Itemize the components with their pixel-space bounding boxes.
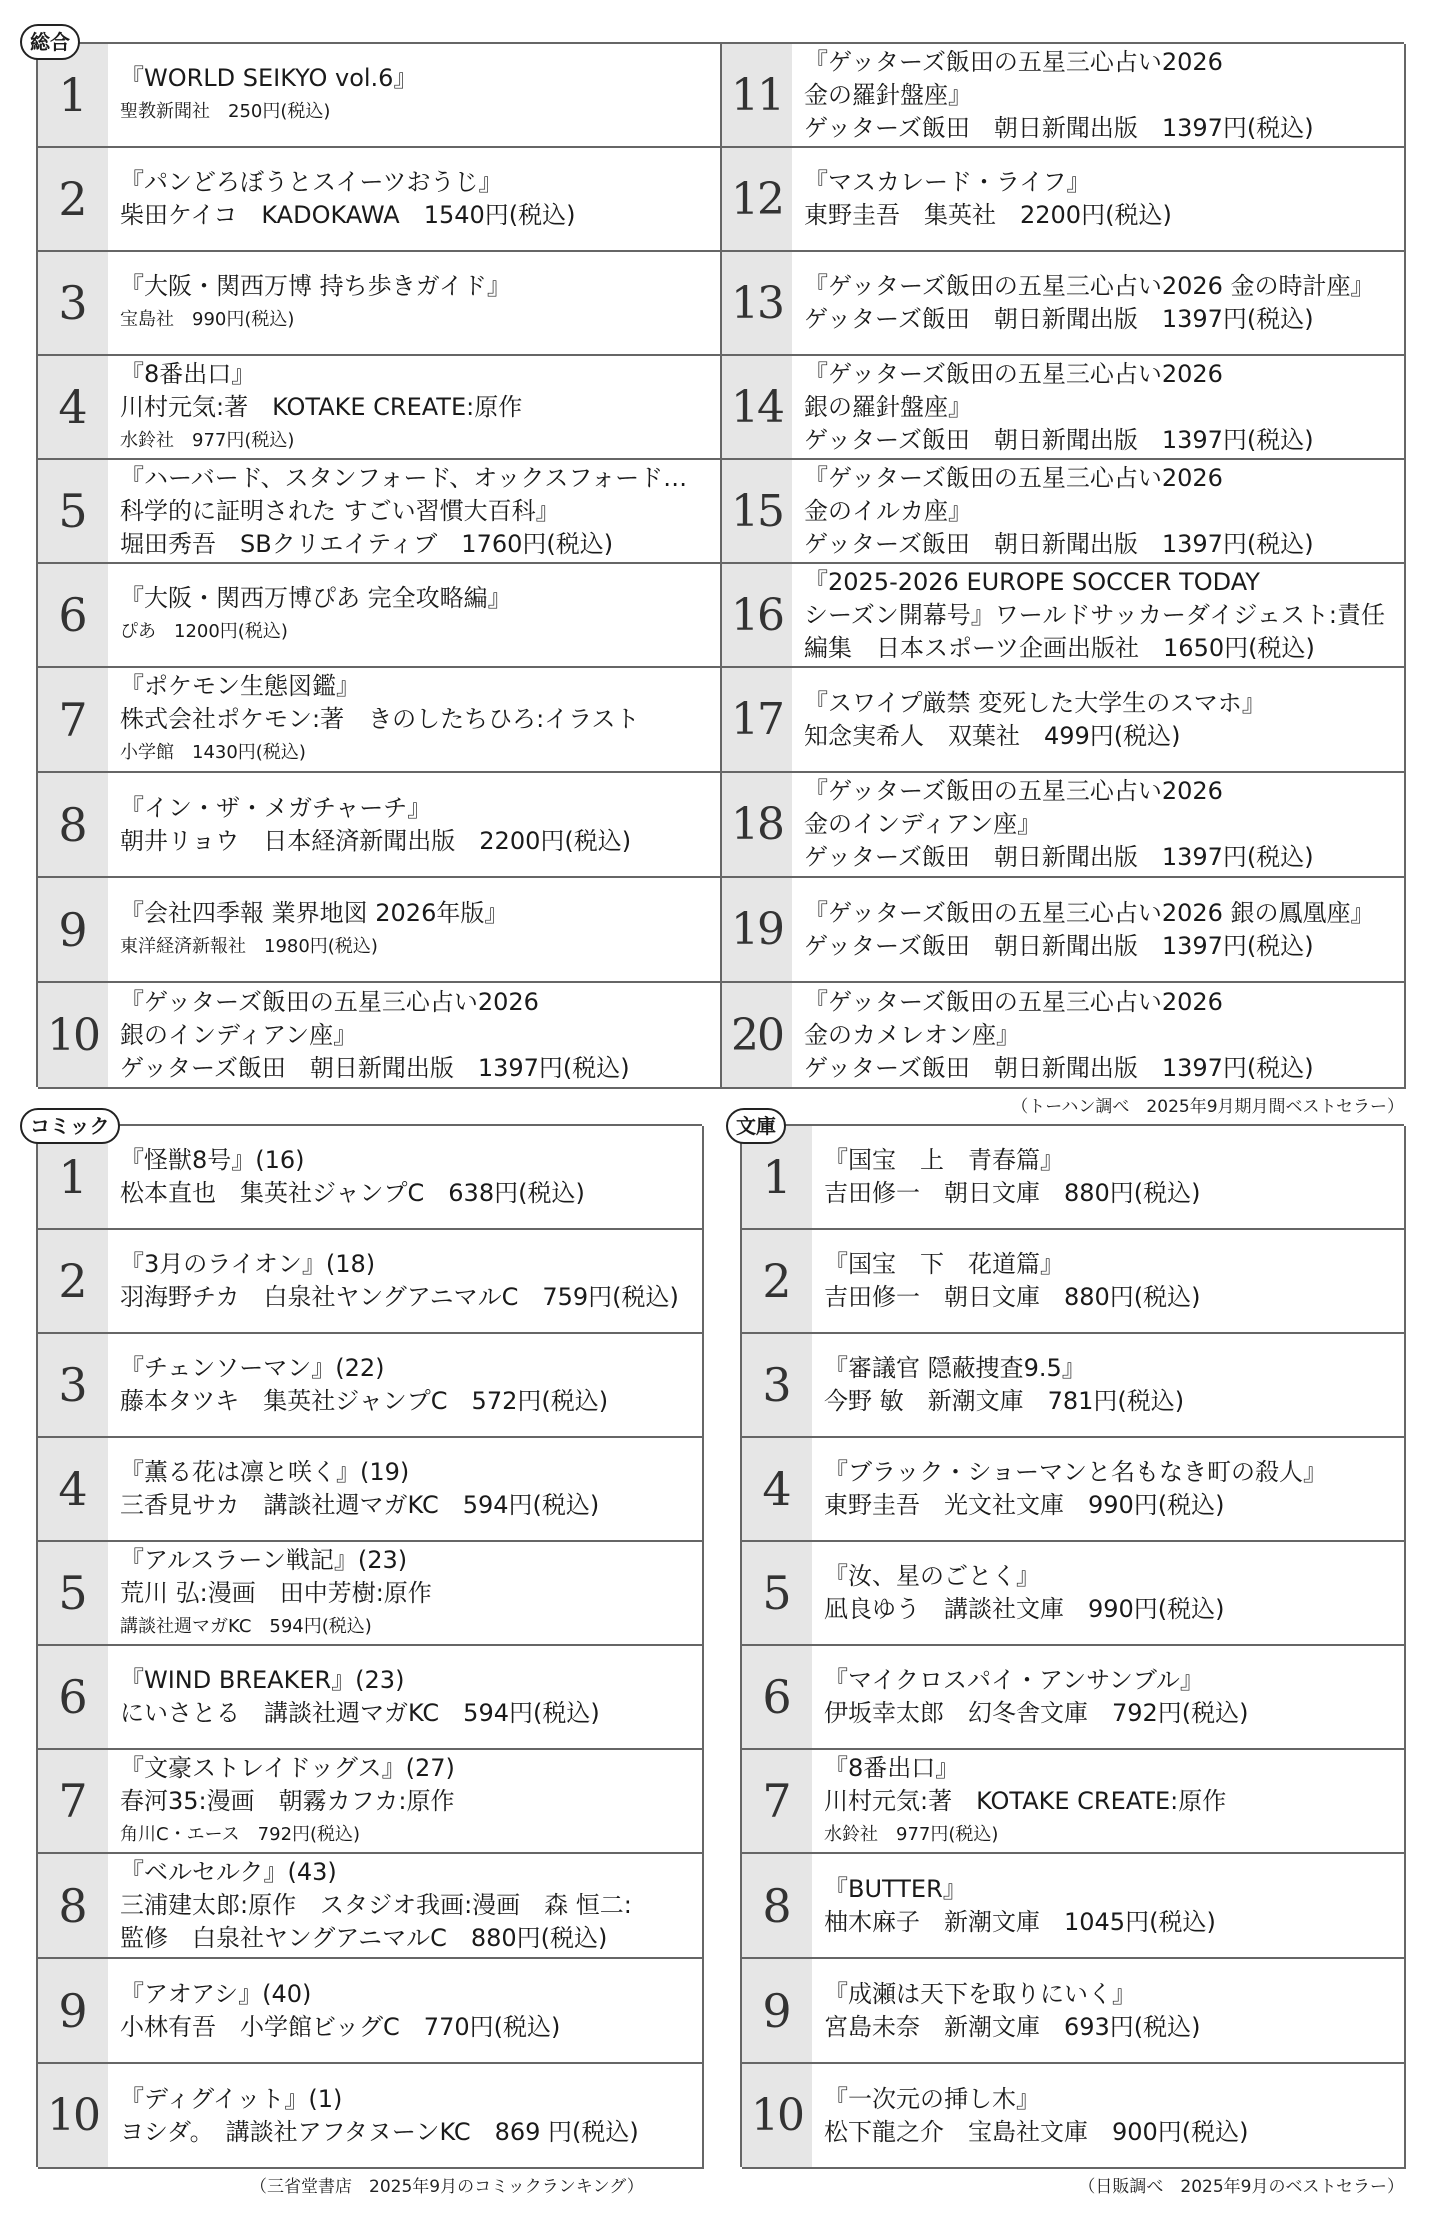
entry-text bbox=[824, 1438, 1396, 1540]
book-title: 『ゲッターズ飯田の五星三心占い2026 bbox=[120, 987, 539, 1016]
book-title: 『マイクロスパイ・アンサンブル』 bbox=[824, 1666, 1204, 1694]
book-info: 小林有吾 小学館ビッグC 770円(税込) bbox=[120, 2012, 561, 2041]
entry-text bbox=[824, 1750, 1396, 1852]
book-info: 金のイルカ座』 bbox=[804, 496, 972, 525]
entry-text bbox=[120, 1542, 694, 1644]
book-title: 『2025-2026 EUROPE SOCCER TODAY bbox=[804, 567, 1260, 596]
rank-number: 18 bbox=[722, 773, 792, 876]
book-info: 小学館 1430円(税込) bbox=[120, 742, 306, 763]
book-info: 聖教新聞社 250円(税込) bbox=[120, 101, 331, 122]
entry-text bbox=[824, 1646, 1396, 1748]
book-title: 『国宝 上 青春篇』 bbox=[824, 1146, 1064, 1174]
book-info: ゲッターズ飯田 朝日新聞出版 1397円(税込) bbox=[804, 931, 1314, 960]
book-title: 『国宝 下 花道篇』 bbox=[824, 1250, 1064, 1278]
entry-text bbox=[120, 1230, 694, 1332]
entry-text bbox=[120, 564, 712, 666]
rank-number: 2 bbox=[742, 1230, 812, 1332]
book-info: 伊坂幸太郎 幻冬舎文庫 792円(税込) bbox=[824, 1699, 1249, 1727]
book-info: にいさとる 講談社週マガKC 594円(税込) bbox=[120, 1699, 600, 1727]
section-tag-general: 総合 bbox=[20, 24, 80, 60]
entry-text bbox=[120, 1126, 694, 1228]
entry-text bbox=[804, 983, 1396, 1087]
rank-number: 7 bbox=[742, 1750, 812, 1852]
book-info: 角川C・エース 792円(税込) bbox=[120, 1823, 361, 1845]
rank-number: 3 bbox=[38, 252, 108, 354]
ranking-entry bbox=[722, 983, 1406, 1089]
rank-number: 9 bbox=[38, 878, 108, 981]
ranking-entry bbox=[38, 1750, 704, 1854]
book-title: 『一次元の挿し木』 bbox=[824, 2084, 1040, 2113]
rank-number: 10 bbox=[742, 2064, 812, 2167]
ranking-entry bbox=[38, 1126, 704, 1230]
entry-text bbox=[804, 460, 1396, 562]
entry-text bbox=[120, 668, 712, 771]
book-title: 『ディグイット』(1) bbox=[120, 2084, 343, 2113]
book-info: 宝島社 990円(税込) bbox=[120, 309, 295, 330]
entry-text bbox=[804, 148, 1396, 250]
comic-ranking-panel bbox=[36, 1124, 702, 2167]
entry-text bbox=[120, 1750, 694, 1852]
rank-number: 1 bbox=[38, 44, 108, 146]
entry-text bbox=[120, 773, 712, 876]
entry-text bbox=[804, 356, 1396, 458]
rank-number: 4 bbox=[742, 1438, 812, 1540]
section-tag-comic: コミック bbox=[20, 1108, 120, 1144]
entry-text bbox=[804, 668, 1396, 771]
rank-number: 5 bbox=[38, 1542, 108, 1644]
ranking-entry bbox=[38, 1438, 704, 1542]
ranking-entry bbox=[722, 668, 1406, 773]
entry-text bbox=[120, 2064, 694, 2167]
ranking-entry bbox=[38, 44, 722, 148]
book-info: ゲッターズ飯田 朝日新聞出版 1397円(税込) bbox=[804, 529, 1314, 558]
rank-number: 10 bbox=[38, 2064, 108, 2167]
rank-number: 1 bbox=[742, 1126, 812, 1228]
ranking-entry bbox=[38, 356, 722, 460]
book-title: 『ゲッターズ飯田の五星三心占い2026 bbox=[804, 463, 1223, 492]
book-title: 『3月のライオン』(18) bbox=[120, 1250, 376, 1278]
entry-text bbox=[824, 1542, 1396, 1644]
entry-text bbox=[120, 252, 712, 354]
ranking-entry bbox=[742, 1230, 1406, 1334]
ranking-entry bbox=[38, 252, 722, 356]
ranking-entry bbox=[722, 44, 1406, 148]
book-title: 『BUTTER』 bbox=[824, 1874, 967, 1903]
rank-number: 19 bbox=[722, 878, 792, 981]
rank-number: 6 bbox=[742, 1646, 812, 1748]
ranking-entry bbox=[742, 1646, 1406, 1750]
rank-number: 11 bbox=[722, 44, 792, 146]
book-info: 金のカメレオン座』 bbox=[804, 1020, 1020, 1049]
book-info: 川村元気:著 KOTAKE CREATE:原作 bbox=[824, 1786, 1227, 1815]
book-title: 『マスカレード・ライフ』 bbox=[804, 168, 1091, 196]
section-tag-bunko: 文庫 bbox=[726, 1108, 786, 1144]
book-title: 『ゲッターズ飯田の五星三心占い2026 銀の鳳凰座』 bbox=[804, 898, 1375, 927]
book-title: 『パンどろぼうとスイーツおうじ』 bbox=[120, 168, 503, 196]
rank-number: 5 bbox=[38, 460, 108, 562]
rank-number: 7 bbox=[38, 1750, 108, 1852]
book-info: 宮島未奈 新潮文庫 693円(税込) bbox=[824, 2012, 1201, 2041]
book-info: 東野圭吾 集英社 2200円(税込) bbox=[804, 201, 1172, 229]
ranking-entry bbox=[38, 564, 722, 668]
entry-text bbox=[120, 1959, 694, 2062]
ranking-entry bbox=[742, 1854, 1406, 1959]
book-title: 『チェンソーマン』(22) bbox=[120, 1354, 385, 1382]
book-title: 『WIND BREAKER』(23) bbox=[120, 1666, 405, 1694]
ranking-entry bbox=[38, 1959, 704, 2064]
book-title: 『WORLD SEIKYO vol.6』 bbox=[120, 64, 418, 92]
book-info: 川村元気:著 KOTAKE CREATE:原作 bbox=[120, 392, 523, 421]
entry-text bbox=[824, 1854, 1396, 1957]
comic-source-note: （三省堂書店 2025年9月のコミックランキング） bbox=[250, 2177, 644, 2197]
book-info: 金の羅針盤座』 bbox=[804, 80, 972, 109]
entry-text bbox=[120, 878, 712, 981]
ranking-entry bbox=[38, 983, 722, 1089]
general-source-note: （トーハン調べ 2025年9月期月間ベストセラー） bbox=[1011, 1097, 1404, 1117]
book-info: 水鈴社 977円(税込) bbox=[120, 429, 295, 451]
ranking-entry bbox=[742, 1959, 1406, 2064]
book-title: 『8番出口』 bbox=[824, 1753, 960, 1782]
book-title: 『怪獣8号』(16) bbox=[120, 1146, 305, 1174]
rank-number: 3 bbox=[38, 1334, 108, 1436]
rank-number: 6 bbox=[38, 564, 108, 666]
rank-number: 15 bbox=[722, 460, 792, 562]
book-title: 『スワイプ厳禁 変死した大学生のスマホ』 bbox=[804, 688, 1266, 717]
entry-text bbox=[804, 252, 1396, 354]
book-info: 吉田修一 朝日文庫 880円(税込) bbox=[824, 1179, 1201, 1207]
book-info: 三浦建太郎:原作 スタジオ我画:漫画 森 恒二: bbox=[120, 1891, 632, 1919]
ranking-entry bbox=[722, 252, 1406, 356]
ranking-entry bbox=[38, 878, 722, 983]
book-info: シーズン開幕号』ワールドサッカーダイジェスト:責任 bbox=[804, 600, 1385, 629]
ranking-entry bbox=[38, 1646, 704, 1750]
ranking-entry bbox=[742, 1438, 1406, 1542]
rank-number: 12 bbox=[722, 148, 792, 250]
book-title: 『8番出口』 bbox=[120, 359, 256, 388]
rank-number: 16 bbox=[722, 564, 792, 666]
book-title: 『成瀬は天下を取りにいく』 bbox=[824, 1979, 1136, 2008]
rank-number: 2 bbox=[38, 148, 108, 250]
entry-text bbox=[824, 1959, 1396, 2062]
book-info: 松本直也 集英社ジャンプC 638円(税込) bbox=[120, 1179, 585, 1207]
book-info: ゲッターズ飯田 朝日新聞出版 1397円(税込) bbox=[804, 843, 1314, 871]
book-info: ゲッターズ飯田 朝日新聞出版 1397円(税込) bbox=[804, 113, 1314, 142]
entry-text bbox=[120, 1854, 694, 1957]
book-info: 知念実希人 双葉社 499円(税込) bbox=[804, 721, 1181, 750]
rank-number: 4 bbox=[38, 1438, 108, 1540]
book-info: ゲッターズ飯田 朝日新聞出版 1397円(税込) bbox=[120, 1053, 630, 1082]
entry-text bbox=[804, 773, 1396, 876]
book-info: 講談社週マガKC 594円(税込) bbox=[120, 1615, 372, 1637]
book-info: 金のインディアン座』 bbox=[804, 810, 1042, 838]
ranking-entry bbox=[722, 878, 1406, 983]
book-info: 堀田秀吾 SBクリエイティブ 1760円(税込) bbox=[120, 529, 614, 558]
book-info: ゲッターズ飯田 朝日新聞出版 1397円(税込) bbox=[804, 305, 1314, 333]
ranking-entry bbox=[722, 356, 1406, 460]
book-info: 銀の羅針盤座』 bbox=[804, 392, 972, 421]
ranking-entry bbox=[38, 460, 722, 564]
general-ranking-panel bbox=[36, 42, 1404, 1087]
book-title: 『大阪・関西万博ぴあ 完全攻略編』 bbox=[120, 584, 512, 612]
ranking-entry bbox=[38, 1334, 704, 1438]
rank-number: 6 bbox=[38, 1646, 108, 1748]
ranking-entry bbox=[742, 2064, 1406, 2169]
entry-text bbox=[824, 1126, 1396, 1228]
book-title: 『会社四季報 業界地図 2026年版』 bbox=[120, 898, 509, 927]
ranking-entry bbox=[742, 1542, 1406, 1646]
rank-number: 17 bbox=[722, 668, 792, 771]
rank-number: 14 bbox=[722, 356, 792, 458]
entry-text bbox=[120, 1334, 694, 1436]
rank-number: 20 bbox=[722, 983, 792, 1087]
ranking-entry bbox=[38, 773, 722, 878]
entry-text bbox=[120, 1438, 694, 1540]
book-title: 『ゲッターズ飯田の五星三心占い2026 bbox=[804, 47, 1223, 76]
rank-number: 4 bbox=[38, 356, 108, 458]
book-title: 『ハーバード、スタンフォード、オックスフォード… bbox=[120, 463, 688, 492]
book-title: 『ゲッターズ飯田の五星三心占い2026 金の時計座』 bbox=[804, 272, 1375, 300]
book-info: ゲッターズ飯田 朝日新聞出版 1397円(税込) bbox=[804, 425, 1314, 454]
book-title: 『ベルセルク』(43) bbox=[120, 1858, 337, 1886]
rank-number: 9 bbox=[38, 1959, 108, 2062]
rank-number: 7 bbox=[38, 668, 108, 771]
book-title: 『汝、星のごとく』 bbox=[824, 1562, 1040, 1590]
book-info: 凪良ゆう 講談社文庫 990円(税込) bbox=[824, 1595, 1225, 1623]
ranking-entry bbox=[722, 564, 1406, 668]
book-info: 春河35:漫画 朝霧カフカ:原作 bbox=[120, 1786, 455, 1815]
rank-number: 2 bbox=[38, 1230, 108, 1332]
book-info: 監修 白泉社ヤングアニマルC 880円(税込) bbox=[120, 1924, 608, 1952]
book-title: 『文豪ストレイドッグス』(27) bbox=[120, 1753, 455, 1782]
rank-number: 10 bbox=[38, 983, 108, 1087]
ranking-entry bbox=[38, 1542, 704, 1646]
entry-text bbox=[824, 2064, 1396, 2167]
entry-text bbox=[804, 878, 1396, 981]
rank-number: 9 bbox=[742, 1959, 812, 2062]
ranking-entry bbox=[38, 668, 722, 773]
entry-text bbox=[824, 1230, 1396, 1332]
book-title: 『薫る花は凛と咲く』(19) bbox=[120, 1458, 410, 1486]
book-info: ぴあ 1200円(税込) bbox=[120, 621, 288, 642]
ranking-entry bbox=[38, 2064, 704, 2169]
book-title: 『ポケモン生態図鑑』 bbox=[120, 672, 360, 700]
book-title: 『ゲッターズ飯田の五星三心占い2026 bbox=[804, 987, 1223, 1016]
book-info: 藤本タツキ 集英社ジャンプC 572円(税込) bbox=[120, 1387, 609, 1415]
entry-text bbox=[120, 460, 712, 562]
book-info: 松下龍之介 宝島社文庫 900円(税込) bbox=[824, 2117, 1249, 2146]
entry-text bbox=[120, 44, 712, 146]
ranking-entry bbox=[38, 1854, 704, 1959]
ranking-entry bbox=[742, 1334, 1406, 1438]
entry-text bbox=[824, 1334, 1396, 1436]
book-title: 『イン・ザ・メガチャーチ』 bbox=[120, 793, 432, 822]
book-info: 銀のインディアン座』 bbox=[120, 1020, 358, 1049]
ranking-entry bbox=[38, 148, 722, 252]
ranking-entry bbox=[742, 1126, 1406, 1230]
book-info: ゲッターズ飯田 朝日新聞出版 1397円(税込) bbox=[804, 1053, 1314, 1082]
book-title: 『審議官 隠蔽捜査9.5』 bbox=[824, 1354, 1086, 1382]
ranking-entry bbox=[38, 1230, 704, 1334]
bunko-ranking-panel bbox=[740, 1124, 1404, 2167]
ranking-entry bbox=[722, 773, 1406, 878]
book-info: 科学的に証明された すごい習慣大百科』 bbox=[120, 496, 560, 525]
book-info: 編集 日本スポーツ企画出版社 1650円(税込) bbox=[804, 633, 1315, 662]
book-info: 柴田ケイコ KADOKAWA 1540円(税込) bbox=[120, 201, 576, 229]
book-title: 『大阪・関西万博 持ち歩きガイド』 bbox=[120, 272, 511, 300]
entry-text bbox=[120, 356, 712, 458]
entry-text bbox=[120, 148, 712, 250]
book-info: 株式会社ポケモン:著 きのしたちひろ:イラスト bbox=[120, 705, 640, 733]
book-info: 今野 敏 新潮文庫 781円(税込) bbox=[824, 1387, 1185, 1415]
ranking-entry bbox=[722, 148, 1406, 252]
book-info: 柚木麻子 新潮文庫 1045円(税込) bbox=[824, 1907, 1216, 1936]
book-title: 『ゲッターズ飯田の五星三心占い2026 bbox=[804, 359, 1223, 388]
book-title: 『ブラック・ショーマンと名もなき町の殺人』 bbox=[824, 1458, 1328, 1486]
book-info: ヨシダ。 講談社アフタヌーンKC 869 円(税込) bbox=[120, 2117, 639, 2146]
book-info: 東洋経済新報社 1980円(税込) bbox=[120, 935, 378, 957]
book-info: 朝井リョウ 日本経済新聞出版 2200円(税込) bbox=[120, 826, 632, 855]
book-info: 羽海野チカ 白泉社ヤングアニマルC 759円(税込) bbox=[120, 1283, 679, 1311]
book-title: 『ゲッターズ飯田の五星三心占い2026 bbox=[804, 777, 1223, 805]
book-title: 『アオアシ』(40) bbox=[120, 1979, 312, 2008]
book-info: 荒川 弘:漫画 田中芳樹:原作 bbox=[120, 1578, 432, 1607]
entry-text bbox=[120, 983, 712, 1087]
ranking-entry bbox=[722, 460, 1406, 564]
book-info: 水鈴社 977円(税込) bbox=[824, 1823, 999, 1845]
entry-text bbox=[804, 44, 1396, 146]
rank-number: 5 bbox=[742, 1542, 812, 1644]
ranking-entry bbox=[742, 1750, 1406, 1854]
rank-number: 1 bbox=[38, 1126, 108, 1228]
bunko-source-note: （日販調べ 2025年9月のベストセラー） bbox=[1078, 2177, 1404, 2197]
book-info: 東野圭吾 光文社文庫 990円(税込) bbox=[824, 1491, 1225, 1519]
entry-text bbox=[804, 564, 1396, 666]
book-info: 吉田修一 朝日文庫 880円(税込) bbox=[824, 1283, 1201, 1311]
rank-number: 13 bbox=[722, 252, 792, 354]
book-title: 『アルスラーン戦記』(23) bbox=[120, 1545, 408, 1574]
book-info: 三香見サカ 講談社週マガKC 594円(税込) bbox=[120, 1491, 600, 1519]
rank-number: 3 bbox=[742, 1334, 812, 1436]
rank-number: 8 bbox=[38, 773, 108, 876]
rank-number: 8 bbox=[38, 1854, 108, 1957]
rank-number: 8 bbox=[742, 1854, 812, 1957]
entry-text bbox=[120, 1646, 694, 1748]
